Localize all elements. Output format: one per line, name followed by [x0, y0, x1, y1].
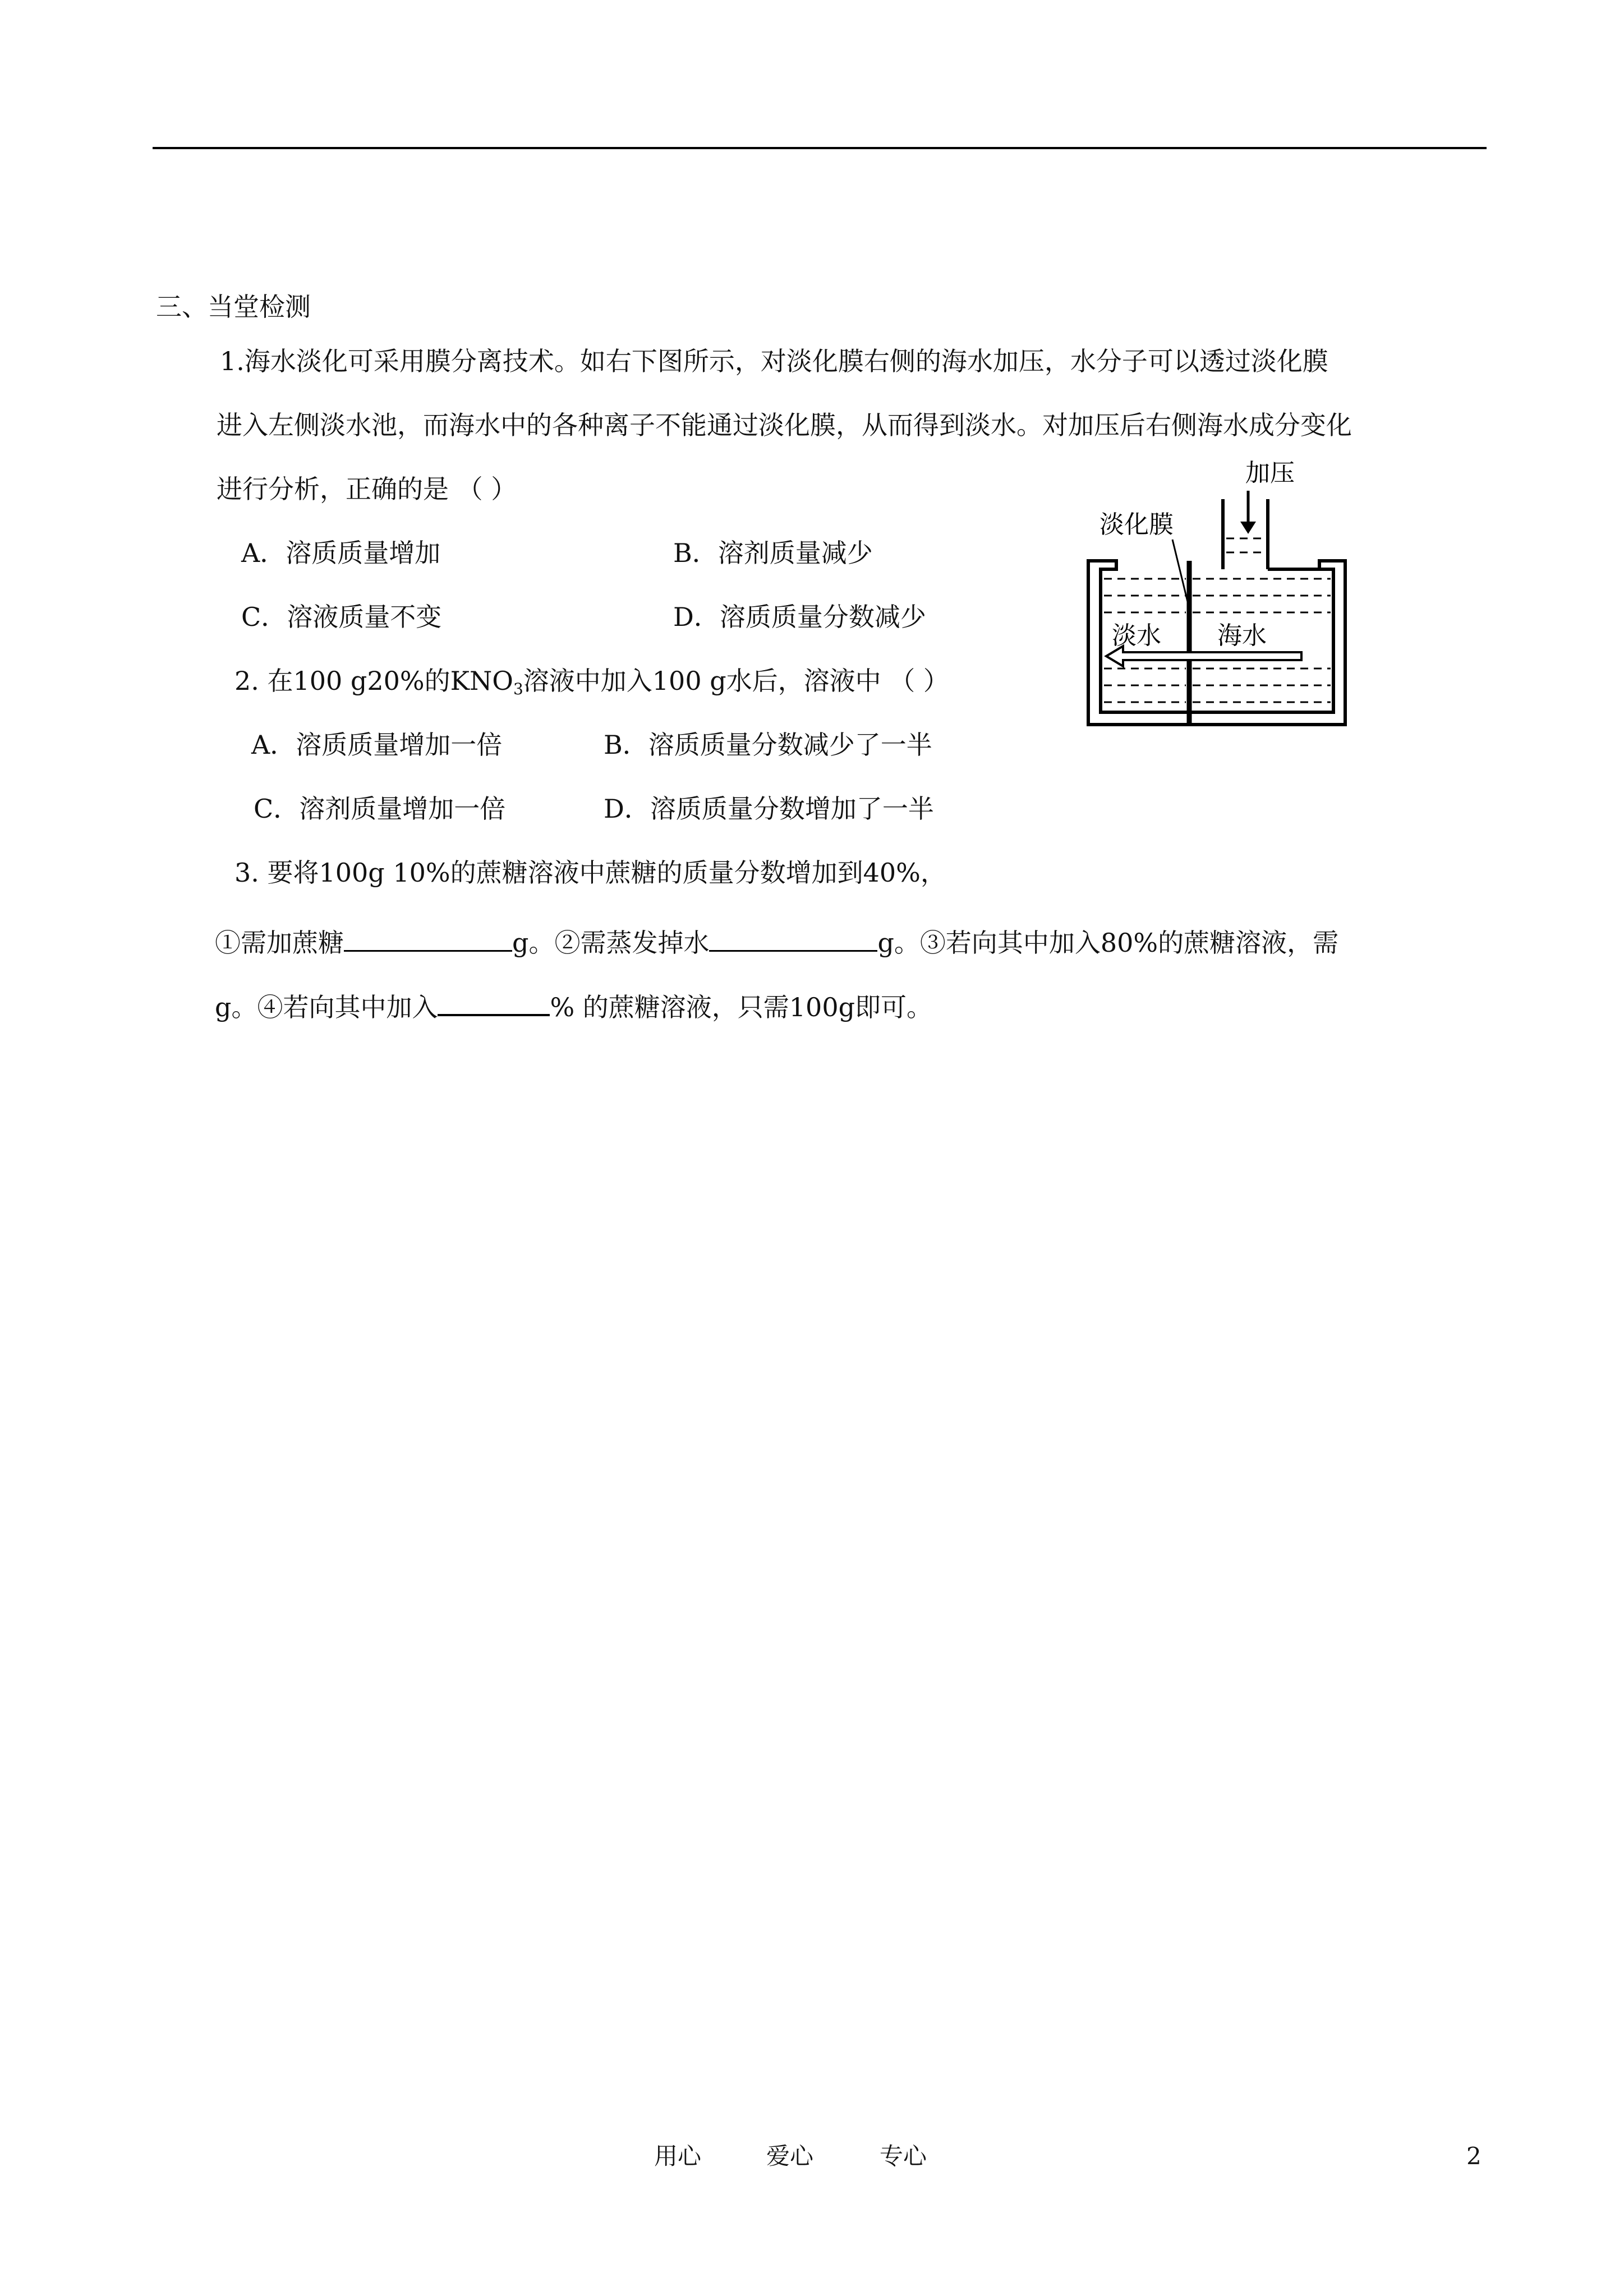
sea-water-label: 海水: [1217, 621, 1267, 650]
q1-stem-line1: 1.海水淡化可采用膜分离技术。如右下图所示，对淡化膜右侧的海水加压，水分子可以透过淡化膜: [220, 346, 1328, 376]
q1-option-b: B．溶剂质量减少: [673, 538, 873, 568]
fresh-water-label: 淡水: [1112, 621, 1161, 650]
membrane-label: 淡化膜: [1099, 510, 1174, 539]
header-rule: [153, 147, 1487, 149]
q2-stem-part2: 溶液中加入100 g水后，溶液中 （ ）: [523, 666, 949, 696]
q3-line2: [215, 988, 932, 1024]
q1-option-c: C．溶液质量不变: [241, 602, 442, 632]
q3-part2: g。②需蒸发掉水: [512, 928, 710, 958]
q2-stem-subscript: 3: [513, 680, 523, 698]
answer-blank-concentration[interactable]: [438, 988, 550, 1016]
pressure-label: 加压: [1245, 459, 1295, 487]
q2-stem: [234, 664, 949, 706]
desalination-diagram: [1077, 449, 1369, 740]
q1-option-a: A．溶质质量增加: [241, 538, 441, 568]
q3-stem: 3. 要将100g 10%的蔗糖溶液中蔗糖的质量分数增加到40%，: [234, 857, 946, 888]
q3-part5: % 的蔗糖溶液，只需100g即可。: [550, 992, 933, 1022]
page-number: 2: [1466, 2142, 1482, 2170]
q1-stem-line2: 进入左侧淡水池，而海水中的各种离子不能通过淡化膜，从而得到淡水。对加压后右侧海水成分变化: [217, 410, 1352, 440]
q2-stem-part1: 2. 在100 g20%的KNO: [234, 666, 513, 696]
pressure-arrow-head: [1240, 522, 1256, 534]
q1-option-d: D．溶质质量分数减少: [673, 602, 926, 632]
desalination-diagram-svg: [1077, 449, 1369, 740]
footer-motto-3: 专心: [880, 2142, 927, 2170]
section-title: 三、当堂检测: [156, 292, 311, 322]
footer-motto-2: 爱心: [766, 2142, 814, 2170]
q3-part4: g。④若向其中加入: [215, 992, 438, 1022]
footer-motto-1: 用心: [654, 2142, 702, 2170]
q3-line1: [215, 924, 1338, 960]
q2-option-a: A．溶质质量增加一倍: [251, 730, 503, 760]
answer-blank-sugar[interactable]: [344, 924, 512, 952]
q3-part1: ①需加蔗糖: [215, 928, 344, 958]
q2-option-b: B．溶质质量分数减少了一半: [604, 730, 932, 760]
answer-blank-water[interactable]: [709, 924, 877, 952]
q1-stem-line3: 进行分析，正确的是 （ ）: [217, 474, 517, 504]
q2-option-c: C．溶剂质量增加一倍: [254, 794, 506, 824]
q3-part3: g。③若向其中加入80%的蔗糖溶液，需: [877, 928, 1339, 958]
q2-option-d: D．溶质质量分数增加了一半: [604, 794, 934, 824]
